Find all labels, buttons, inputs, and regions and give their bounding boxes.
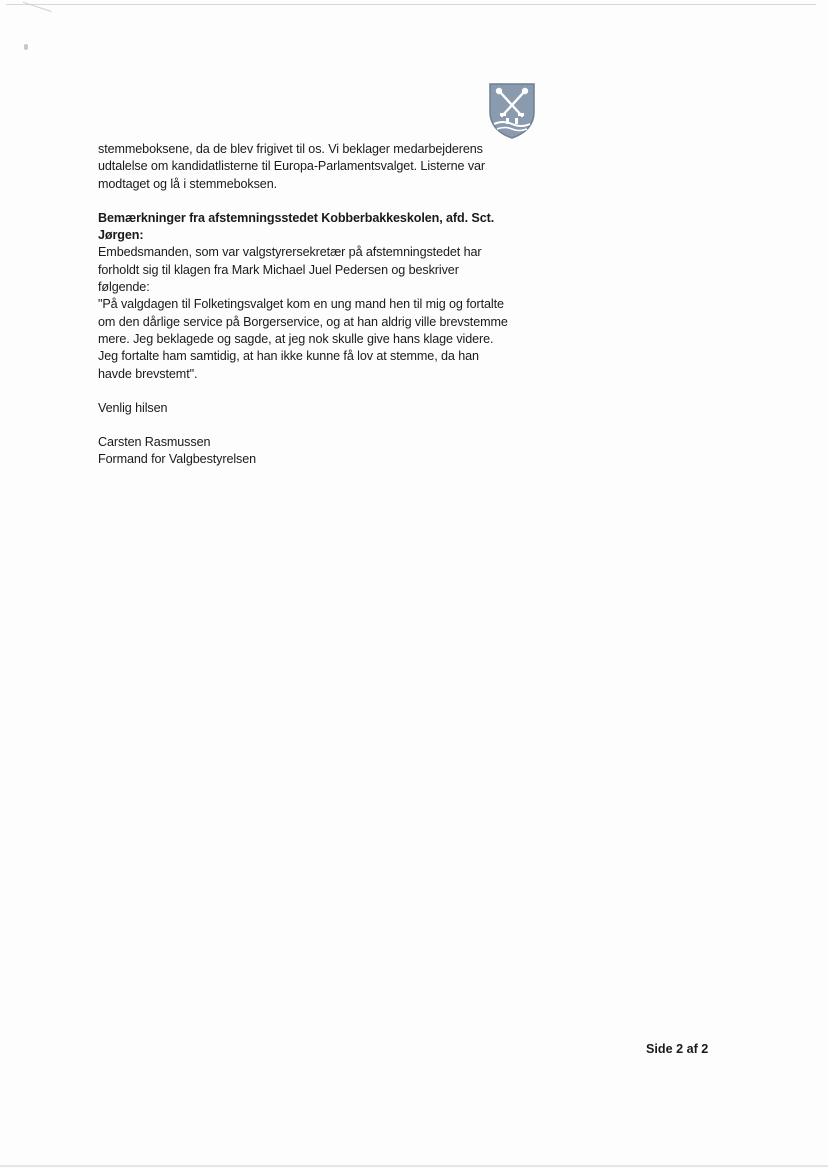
scan-artifact xyxy=(18,2,51,26)
section-heading: Bemærkninger fra afstemningsstedet Kobberbakkeskolen, afd. Sct. Jørgen: xyxy=(98,210,495,243)
section-intro: Embedsmanden, som var valgstyrersekretær på afstemningstedet har forholdt sig til klagen fra Mark Michael Juel Pedersen og beskriver følgende: xyxy=(98,245,482,295)
page-top-edge xyxy=(6,4,816,5)
scan-artifact xyxy=(24,44,28,50)
page-number: Side 2 af 2 xyxy=(646,1042,709,1056)
municipal-coat-of-arms-icon xyxy=(488,82,536,140)
page-bottom-edge xyxy=(0,1165,828,1167)
signatory-name: Carsten Rasmussen xyxy=(98,435,211,450)
closing-salutation: Venlig hilsen xyxy=(98,400,168,415)
letter-body xyxy=(98,141,538,469)
paragraph-continuation: stemmeboksene, da de blev frigivet til os. Vi beklager medarbejderens udtalelse om kandidatlisterne til Europa-Parlamentsvalget. Listerne var modtaget og lå i stemmeboksen. xyxy=(98,142,486,191)
signatory-title: Formand for Valgbestyrelsen xyxy=(98,452,257,467)
quoted-statement: "På valgdagen til Folketingsvalget kom en ung mand hen til mig og fortalte om den dårlige service på Borgerservice, og at han aldrig ville brevstemme mere. Jeg beklagede og sagde, at jeg nok skulle give hans klage videre. Jeg fortalte ham samtidig, at han ikke kunne få lov at stemme, da han havde brevstemt". xyxy=(98,297,508,381)
